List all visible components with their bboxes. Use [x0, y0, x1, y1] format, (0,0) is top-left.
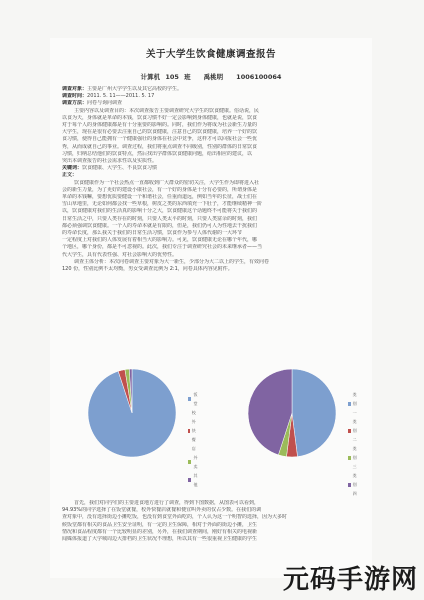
intro-line: 主要内容以及调查目的：本次调查报告主要调查研究大学生的饮食健康。俗话说，民: [74, 107, 260, 114]
after-chart-line: 闻媒体报道了大学城周边大排档的卫生状况不理想，所以其有一些很重视卫生健康的学生: [62, 536, 258, 542]
body-line: 个地区，哪个身份，都是不可忽视的。此次，我们专注于调查研究社会的未来继承者——当: [62, 244, 263, 251]
legend-swatch: [348, 429, 351, 433]
legend-swatch: [188, 429, 190, 433]
body-line: 会的新生力量，为了更好的建设小康社会，有一个好的身体是十分有必要的，所谓身体是: [62, 186, 258, 193]
intro-line: 食习惯，使得自己能拥有一个健康强壮的身体在社会中竞争，这样才可以回报社会一些优: [62, 136, 258, 143]
author-line: 计算机 105 班 禹桃明 1006100064: [140, 73, 282, 81]
legend-swatch: [188, 478, 191, 482]
legend-label: 饭堂: [193, 392, 198, 406]
pie-svg: [82, 358, 182, 468]
legend-item: [188, 453, 199, 471]
meta-label: 调查方法：: [62, 100, 88, 107]
legend-swatch: [188, 397, 191, 401]
intro-line: 秀，从而成就自己的事业。调查过程，我们将重点调查不同级别，性别的群体的日常饮食: [62, 143, 258, 150]
meta-value: 主要是广州大学学生以及其它高校的学生。: [87, 86, 183, 92]
body-line: 革命的本钱嘛，要想优质要健设一个和谐社会，任重而道远，例如当年的长征，战士们在: [62, 194, 258, 200]
body-line: 调查主体分析：本次问卷调查主要对象为大一新生，少部分为大二以上的学生，有效问卷: [74, 258, 270, 265]
meta-label: 调查时间：: [62, 93, 88, 100]
pie-legend: [348, 390, 359, 498]
body-line: 120 份，性别比例不太均衡，男女受调查比例为 2:1，问卷具体内容见附件。: [62, 266, 233, 272]
meta-label: 调查对象：: [62, 86, 88, 92]
pie-chart-dining-location: [82, 358, 198, 487]
legend-label: 类别三: [352, 446, 357, 469]
after-chart-line: 首先，我们对同学们的主要进食地方进行了调查，得到下图数据，从图表可以看到，: [74, 500, 260, 506]
pie-slice: [292, 369, 336, 457]
legend-item: [188, 471, 199, 489]
body-line: 代大学生，具有代表性强、对社会影响大的优势性。: [62, 251, 178, 258]
document-page: [50, 38, 372, 578]
legend-item: [348, 390, 359, 417]
legend-label: 类别二: [352, 419, 357, 442]
document-title: 关于大学生饮食健康调查报告: [145, 49, 276, 60]
legend-swatch: [188, 460, 191, 464]
intro-line: 大学生，现在是很有必要去注重自己的饮食健康，注意自己的饮食健康，培养一个好的饮: [62, 129, 258, 136]
intro-line: 以食为天，身体就是革命的本钱，饮食习惯不好一定会影响到身体健康，也就是说，饮食: [62, 114, 258, 121]
keywords-label: 关键词：: [62, 165, 83, 172]
meta-value: 2011. 5. 11——2011. 5. 17: [87, 93, 155, 100]
meta-line: [62, 86, 362, 93]
intro-line: 突出本调查报告的社会需求性以及实质性。: [62, 158, 158, 164]
body-line: 雪山草地里，无论如何都会找一些草根，树皮之类的东西填充一下肚子，才能继续精神一阶: [62, 201, 263, 208]
legend-swatch: [348, 483, 351, 487]
body-line: 一定程度上对我们的人体发展有着相当大的影响力。可见，饮食健康无论在哪个年代，哪: [62, 237, 258, 244]
pie-legend: [188, 390, 199, 489]
body-line: 日常生活之中，只要人类存在的时刻，只要人类太平的时刻，只要人类富余的时刻，我们: [62, 215, 258, 222]
legend-item: [348, 417, 359, 444]
legend-item: [348, 471, 359, 498]
charts-area: [62, 358, 362, 498]
body-line: 饮食健康作为一个社会热点一直都收到广大群众的密切关注，大学生作为即将进入社: [74, 179, 260, 186]
after-chart-line: 候饭堂都有相关的食品卫生安全证明，有一定的卫生保障，相对于外面的街边小摊，卫生: [62, 521, 258, 528]
after-chart-line: 查对象中，没有选择街边小摊吃饭，也没有到食堂外面吃的，个人认为这一个明智的选择，因为大多时: [62, 514, 288, 521]
legend-swatch: [348, 456, 351, 460]
after-chart-line: 94.93%的同学选择了在饭堂就餐，校外快餐店就餐和便宜叫外卖的仅占少数。在我们的调: [62, 507, 262, 514]
body-line: 都必须强调饮食健康。一个人的寿命本就是有限的，但是，我们仍可人为性地去干扰我们: [62, 222, 258, 229]
body-line: 以，饮食健康对我们的生活真的影响十分之大，饮食健康这个话题终不可能将失于我们的: [62, 208, 258, 215]
pie-svg: [242, 358, 342, 468]
legend-item: [348, 444, 359, 471]
legend-item: [188, 390, 199, 408]
legend-label: 类别四: [352, 473, 357, 496]
legend-label: 外卖: [193, 455, 198, 469]
keywords-line: [62, 165, 362, 172]
body-heading: 正文：: [62, 172, 78, 179]
pie-chart-second: [242, 358, 357, 496]
intro-line: 对于每个人的身体健康都是有十分重要的影响的。同时，我们作为将成为社会新生力量的: [62, 122, 258, 128]
meta-line: [62, 100, 362, 107]
after-chart-line: 情况和食品程度都有一个比较明显的差别，另外，在我们调查期间，刚好有相关的电视新: [62, 528, 258, 535]
watermark-logo: 元码手游网: [282, 565, 418, 595]
legend-swatch: [348, 402, 351, 406]
legend-label: 校外快餐店: [191, 410, 196, 451]
legend-label: 类别一: [352, 392, 357, 415]
legend-item: [188, 408, 199, 453]
keywords-value: 饮食健康、大学生、不良饮食习惯: [82, 165, 158, 172]
legend-label: 其他: [193, 473, 198, 487]
body-line: 的寿命长度，那么我关于我们的日常生活习惯，饮食作为参与人体代谢的一大环节: [62, 230, 243, 236]
intro-line: 习惯，归纳总结他们的饮食特点，然后找出学群体饮食健康问题，给出相应的建议，以: [62, 150, 253, 157]
meta-value: 问卷与询问调查: [87, 100, 123, 107]
meta-line: [62, 93, 362, 100]
